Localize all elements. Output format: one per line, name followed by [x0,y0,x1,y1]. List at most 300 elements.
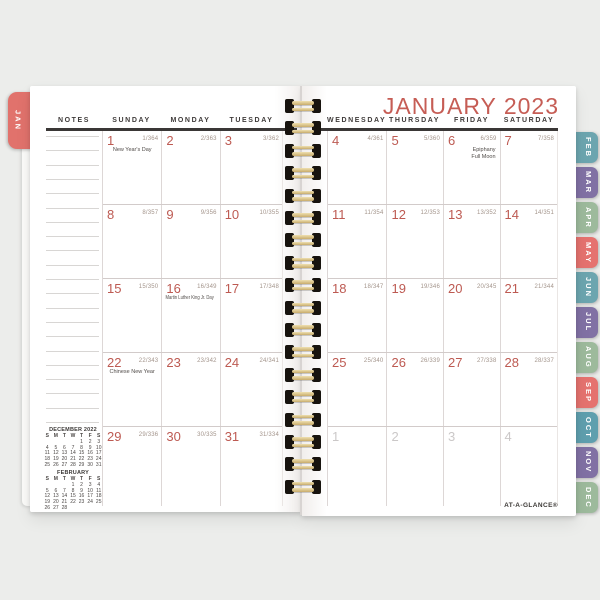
coil-wire [292,421,314,425]
notes-line [46,236,99,237]
notes-line [46,351,99,352]
date-number: 7 [504,132,512,148]
mini-cal-date: 15 [78,450,85,457]
mini-cal-date: 19 [53,456,59,463]
date-cell [443,427,500,506]
date-cell [220,279,282,352]
date-cell [386,353,443,426]
mini-cal-day-header: M [53,476,58,482]
mini-cal-date [77,506,86,512]
week-row [103,278,282,352]
julian-date: 3/362 [263,135,280,142]
mini-cal-day-header: M [53,433,58,439]
notes-line [46,393,99,394]
week-row [328,131,557,204]
mini-cal-date: 20 [61,456,68,463]
mini-cal-date: 7 [71,444,75,451]
week-row [328,426,557,506]
week-row [328,352,557,426]
date-cell [103,279,161,352]
date-number: 20 [448,280,463,296]
date-number: 1 [107,132,115,148]
week-row [328,204,557,278]
mini-cal-date: 21 [70,456,76,463]
weekday-header-wednesday: WEDNESDAY [327,117,387,124]
julian-date: 18/347 [363,283,384,290]
coil-wire [292,482,314,486]
mini-cal-date: 15 [70,493,76,500]
mini-cal-day-header: S [45,433,49,439]
notes-line [46,365,99,366]
spiral-coil [285,457,321,471]
date-cell [500,353,558,426]
holiday-notes [105,369,159,377]
coil-wire [292,392,314,396]
date-cell [220,131,282,204]
notes-line [46,379,99,380]
date-number: 4 [504,428,512,444]
date-number: 11 [332,206,346,222]
julian-date: 13/352 [476,209,497,216]
date-number: 4 [332,132,340,148]
month-tab-label: MAR [584,170,593,195]
month-tab-label: AUG [584,346,593,369]
julian-date: 10/355 [259,209,280,216]
notes-line [46,250,99,251]
julian-date: 14/351 [534,209,555,216]
date-cell [500,427,558,506]
spiral-coil [285,121,321,135]
mini-cal-date: 28 [61,504,68,511]
mini-cal-date: 10 [87,487,93,494]
mini-cal-day-header: W [70,476,76,482]
mini-cal-date: 4 [45,444,49,451]
date-number: 19 [391,280,406,296]
date-cell [103,131,161,204]
date-cell [103,205,161,278]
mini-cal-date: 20 [53,499,59,506]
notes-line [46,265,99,266]
date-number: 27 [448,354,463,370]
right-page [302,86,576,516]
date-number: 28 [504,354,519,370]
date-number: 3 [448,428,456,444]
mini-cal-day-header: T [80,433,84,439]
month-tab-label: JUL [584,312,593,333]
coil-wire [292,258,314,262]
date-number: 31 [224,428,240,444]
date-cell [103,427,161,506]
date-cell [220,205,282,278]
coil-wire [292,242,314,246]
coil-wire [292,280,314,284]
coil-wire [292,466,314,470]
mini-cal-date: 6 [63,444,66,451]
spiral-coil [285,345,321,359]
date-cell [161,353,219,426]
date-number: 17 [224,280,240,296]
mini-cal-day-header: S [45,476,49,482]
holiday-label: Epiphany [472,146,496,153]
date-number: 21 [504,280,519,296]
mini-cal-date: 31 [95,461,102,468]
month-tab-label: MAY [584,241,593,264]
date-number: 8 [107,206,115,222]
spiral-coil [285,368,321,382]
month-title: JANUARY 2023 [382,93,559,119]
mini-cal-date: 10 [95,444,102,451]
coil-wire [292,376,314,380]
julian-date: 22/343 [138,357,159,364]
date-cell [500,205,558,278]
weekday-header-saturday: SATURDAY [503,117,555,124]
weekday-header-friday: FRIDAY [453,117,489,124]
month-tab-label: NOV [584,451,593,474]
mini-cal-date: 24 [95,456,102,463]
julian-date: 11/354 [364,209,384,216]
spiral-coil [285,99,321,113]
right-month-grid [327,131,558,506]
date-number: 5 [391,132,399,148]
left-month-grid [102,131,283,506]
notes-line [46,208,99,209]
date-number: 14 [504,206,519,222]
mini-cal-date: 27 [53,504,59,511]
mini-cal-date: 29 [78,461,85,468]
coil-wire [292,303,314,307]
date-number: 10 [224,206,240,222]
date-cell [161,427,219,506]
date-cell [386,205,443,278]
julian-date: 31/334 [259,431,280,438]
mini-cal-day-header: T [62,433,66,439]
date-cell [500,279,558,352]
mini-cal-date: 9 [88,444,92,451]
julian-date: 20/345 [476,283,497,290]
julian-date: 4/361 [367,135,384,142]
mini-cal-date [94,506,103,512]
julian-date: 5/360 [423,135,440,142]
mini-calendar [43,470,103,512]
mini-cal-date: 30 [87,461,93,468]
julian-date: 2/363 [200,135,217,142]
tab-jan-label: JAN [13,109,23,131]
coil-wire [292,459,314,463]
date-cell [328,427,386,506]
mini-cal-date: 11 [44,450,50,457]
julian-date: 6/359 [480,135,497,142]
date-cell [443,131,500,204]
coil-wire [292,354,314,358]
date-number: 18 [332,280,347,296]
date-number: 25 [332,354,347,370]
julian-date: 27/338 [476,357,497,364]
mini-cal-date: 24 [87,499,93,506]
date-number: 12 [391,206,406,222]
mini-cal-date: 5 [45,487,49,494]
date-cell [220,427,282,506]
mini-calendar [43,427,103,469]
mini-cal-date: 27 [61,461,68,468]
mini-cal-date: 8 [80,444,83,451]
date-number: 3 [224,132,232,148]
mini-calendar-grid [43,434,103,469]
week-row [328,278,557,352]
date-number: 15 [107,280,122,296]
mini-cal-date: 3 [97,438,101,445]
julian-date: 17/348 [259,283,280,290]
coil-wire [292,347,314,351]
mini-cal-date: 11 [96,487,102,494]
spiral-coil [285,480,321,494]
mini-cal-date: 9 [80,487,83,494]
notes-line [46,279,99,280]
mini-calendar-title: DECEMBER 2022 [49,427,97,433]
julian-date: 28/337 [534,357,555,364]
mini-cal-day-header: S [97,476,101,482]
date-number: 22 [107,354,122,370]
mini-cal-date: 3 [88,481,92,488]
date-cell [161,279,219,352]
date-cell [443,353,500,426]
julian-date: 1/364 [142,135,159,142]
mini-cal-date [69,506,78,512]
notes-line [46,150,99,151]
coil-wire [292,108,314,112]
date-cell [328,279,386,352]
julian-date: 19/346 [420,283,440,290]
notes-line [46,293,99,294]
mini-cal-date: 13 [61,450,68,457]
coil-wire [292,332,314,336]
julian-date: 12/353 [420,209,440,216]
mini-cal-date: 7 [63,487,66,494]
mini-cal-day-header: F [88,476,92,482]
julian-date: 16/349 [197,283,217,290]
month-tab-label: OCT [584,416,593,439]
mini-cal-date: 14 [61,493,68,500]
notes-line [46,165,99,166]
mini-calendar-title: FEBRUARY [57,470,89,476]
julian-date: 15/350 [138,283,159,290]
notes-line [46,308,99,309]
notes-header: NOTES [57,117,91,124]
month-tab-label: APR [584,206,593,229]
coil-wire [292,309,314,313]
month-tab-label: DEC [584,486,593,509]
mini-cal-date: 22 [70,499,76,506]
coil-wire [292,152,314,156]
julian-date: 26/339 [420,357,440,364]
month-tab-label: JUN [584,276,593,298]
date-number: 2 [391,428,399,444]
mini-cal-date: 16 [78,493,85,500]
month-tab-label: SEP [584,381,593,403]
spiral-coil [285,211,321,225]
mini-cal-date: 4 [97,481,101,488]
coil-wire [292,399,314,403]
holiday-label: Chinese New Year [109,368,155,375]
date-number: 6 [448,132,456,148]
mini-cal-day-header: T [80,476,84,482]
coil-wire [292,437,314,441]
date-cell [161,131,219,204]
date-cell [386,427,443,506]
mini-cal-date [86,506,95,512]
weekday-header-sunday: SUNDAY [112,117,151,124]
julian-date: 25/340 [363,357,384,364]
notes-line [46,322,99,323]
holiday-label: Full Moon [471,154,496,160]
coil-wire [292,444,314,448]
coil-wire [292,101,314,105]
date-number: 29 [107,428,122,444]
mini-cal-date: 25 [44,461,51,468]
mini-cal-date: 13 [53,493,59,500]
date-number: 13 [448,206,463,222]
date-cell [328,131,386,204]
coil-wire [292,168,314,172]
brand-logo: AT-A-GLANCE® [504,502,558,509]
mini-calendar-grid [43,477,103,512]
date-number: 9 [166,206,174,222]
julian-date: 30/335 [197,431,217,438]
coil-wire [292,175,314,179]
week-row [103,426,282,506]
date-number: 26 [391,354,406,370]
mini-cal-day-header: W [70,433,76,439]
coil-wire [292,287,314,291]
notes-line [46,222,99,223]
mini-cal-date: 22 [78,456,85,463]
coil-wire [292,146,314,150]
coil-wire [292,123,314,127]
mini-cal-date: 12 [53,450,59,457]
mini-cal-date: 21 [61,499,68,506]
mini-cal-date: 18 [44,456,51,463]
coil-wire [292,213,314,217]
notes-line [46,422,99,423]
mini-cal-date: 19 [44,499,51,506]
spiral-coil [285,166,321,180]
julian-date: 8/357 [142,209,159,216]
mini-cal-date: 17 [95,450,102,457]
mini-cal-date: 14 [70,450,76,457]
date-cell [103,353,161,426]
date-cell [161,205,219,278]
mini-cal-date: 1 [80,438,83,445]
date-number: 2 [166,132,174,148]
weekday-header-tuesday: TUESDAY [229,117,274,124]
spiral-coil [285,233,321,247]
holiday-label: Martin Luther King Jr. Day [165,294,215,301]
spiral-coil [285,189,321,203]
coil-wire [292,325,314,329]
date-cell [443,205,500,278]
mini-cal-date: 12 [44,493,51,500]
week-row [103,352,282,426]
notes-line [46,179,99,180]
spiral-coil [285,301,321,315]
julian-date: 7/358 [538,135,555,142]
mini-cal-date: 1 [71,481,75,488]
notes-line [46,136,99,137]
mini-cal-date: 26 [53,461,59,468]
notes-line [46,408,99,409]
julian-date: 21/344 [534,283,555,290]
mini-cal-date: 26 [44,504,51,511]
mini-cal-date: 2 [80,481,83,488]
spiral-coil [285,278,321,292]
coil-wire [292,220,314,224]
holiday-label: New Year's Day [112,146,152,153]
holiday-notes [164,295,217,303]
date-number: 16 [166,280,181,296]
date-number: 24 [224,354,240,370]
mini-cal-date: 16 [87,450,93,457]
mini-cal-date: 8 [71,487,75,494]
weekday-header-monday: MONDAY [170,117,211,124]
date-number: 30 [166,428,181,444]
spiral-coil [285,144,321,158]
date-number: 23 [166,354,181,370]
month-tab-label: FEB [584,137,593,158]
mini-cal-day-header: T [62,476,66,482]
week-row [103,204,282,278]
mini-cal-date: 23 [78,499,85,506]
date-cell [386,279,443,352]
mini-cal-day-header: S [97,433,101,439]
date-cell [328,205,386,278]
coil-wire [292,235,314,239]
coil-wire [292,415,314,419]
notes-line [46,193,99,194]
spiral-coil [285,323,321,337]
date-number: 1 [332,428,340,444]
holiday-notes [105,147,159,155]
spiral-coil [285,256,321,270]
date-cell [443,279,500,352]
julian-date: 29/336 [138,431,159,438]
weekday-header-thursday: THURSDAY [388,117,441,124]
mini-cal-date: 5 [54,444,58,451]
mini-cal-date: 17 [87,493,93,500]
holiday-notes [446,147,498,162]
spiral-coil [285,413,321,427]
mini-cal-date: 28 [70,461,76,468]
mini-cal-date: 6 [54,487,58,494]
date-cell [328,353,386,426]
coil-wire [292,370,314,374]
julian-date: 9/356 [200,209,217,216]
spiral-coil [285,435,321,449]
notes-line [46,336,99,337]
mini-cal-date: 25 [95,499,102,506]
week-row [103,131,282,204]
coil-wire [292,488,314,492]
coil-wire [292,130,314,134]
julian-date: 24/341 [259,357,280,364]
julian-date: 23/342 [197,357,217,364]
coil-wire [292,191,314,195]
coil-wire [292,197,314,201]
mini-cal-date: 23 [87,456,93,463]
left-page [30,86,302,512]
mini-cal-day-header: F [88,433,92,439]
date-cell [500,131,558,204]
spiral-coil [285,390,321,404]
date-cell [386,131,443,204]
